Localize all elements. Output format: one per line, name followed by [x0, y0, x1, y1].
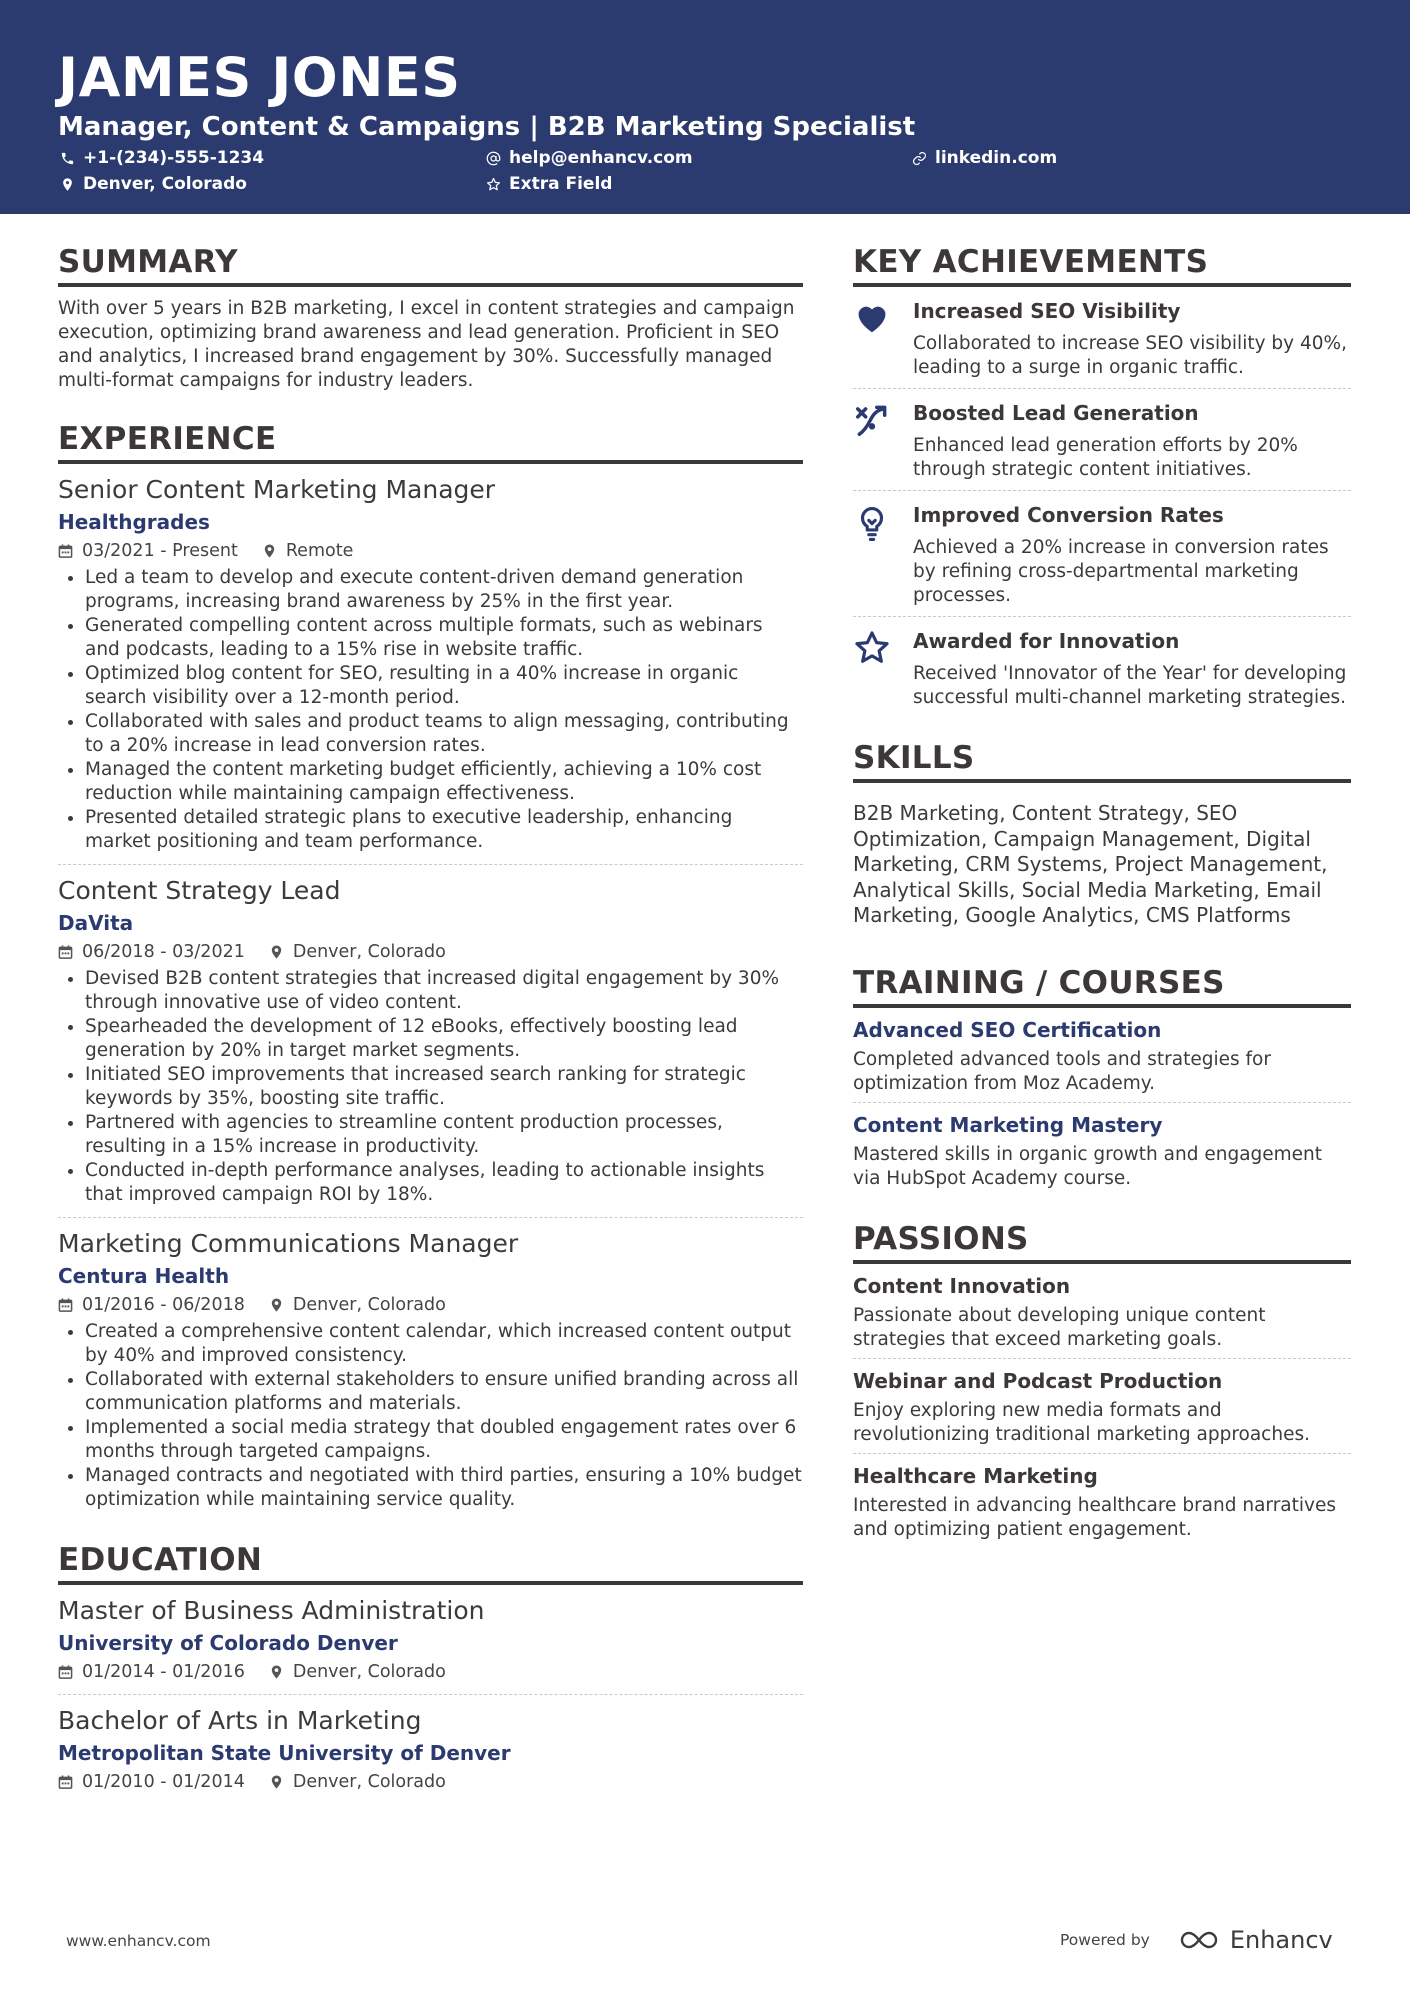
- entry-divider: [853, 1453, 1351, 1454]
- calendar-icon: [58, 1664, 73, 1680]
- achievement-title: Awarded for Innovation: [913, 629, 1180, 653]
- job-title: Content Strategy Lead: [58, 876, 341, 905]
- job-meta: [58, 539, 803, 563]
- experience-section: [58, 419, 803, 1512]
- school-name: University of Colorado Denver: [58, 1631, 398, 1655]
- skills-section: [853, 738, 1351, 929]
- achievement-title: Improved Conversion Rates: [913, 503, 1224, 527]
- entry-divider: [58, 1694, 803, 1695]
- course-title: Content Marketing Mastery: [853, 1112, 1163, 1137]
- job-bullet: • Implemented a social media strategy that doubled engagement rates over 6 months through targeted campaigns.: [85, 1416, 803, 1464]
- education-entry: [58, 1595, 803, 1695]
- job-dates: 06/2018 - 03/2021: [58, 940, 245, 964]
- job-bullet: • Led a team to develop and execute content-driven demand generation programs, increasing brand awareness by 25% in the first year.: [85, 566, 803, 614]
- achievement-item: [853, 389, 1351, 490]
- job-bullet: • Managed the content marketing budget efficiently, achieving a 10% cost reduction while maintaining campaign effectiveness.: [85, 758, 803, 806]
- job-bullet: • Conducted in-depth performance analyses, leading to actionable insights that improved campaign ROI by 18%.: [85, 1159, 803, 1207]
- skills-list: B2B Marketing, Content Strategy, SEO Optimization, Campaign Management, Digital Marketing, CRM Systems, Project Management, Analytical Skills, Social Media Marketing, Email Marketing, Google Analytics, CMS Platforms: [853, 801, 1328, 927]
- phone-icon: [60, 151, 75, 166]
- experience-entry: [58, 875, 803, 1218]
- job-bullets: [58, 1320, 803, 1512]
- summary-heading: SUMMARY: [58, 242, 803, 287]
- location-text: Denver, Colorado: [83, 174, 247, 194]
- education-location: Denver, Colorado: [269, 1770, 446, 1794]
- course-desc: Completed advanced tools and strategies for optimization from Moz Academy.: [853, 1048, 1271, 1094]
- passion-desc: Passionate about developing unique content strategies that exceed marketing goals.: [853, 1304, 1266, 1350]
- right-column: [853, 242, 1351, 1542]
- passion-item: [853, 1462, 1351, 1542]
- job-location: Denver, Colorado: [269, 940, 446, 964]
- star-icon: [853, 629, 891, 667]
- course-title: Advanced SEO Certification: [853, 1017, 1162, 1042]
- achievement-title: Increased SEO Visibility: [913, 299, 1181, 323]
- achievement-desc: Enhanced lead generation efforts by 20% through strategic content initiatives.: [913, 435, 1298, 480]
- contact-email[interactable]: [486, 146, 693, 170]
- job-bullet: • Devised B2B content strategies that increased digital engagement by 30% through innovative use of video content.: [85, 967, 803, 1015]
- entry-divider: [58, 1217, 803, 1218]
- passion-title: Healthcare Marketing: [853, 1463, 1098, 1488]
- job-location: Remote: [262, 539, 354, 563]
- linkedin-text: linkedin.com: [935, 148, 1058, 168]
- course-item: [853, 1016, 1351, 1096]
- entry-divider: [853, 1102, 1351, 1103]
- course-desc: Mastered skills in organic growth and engagement via HubSpot Academy course.: [853, 1143, 1323, 1189]
- achievements-heading: KEY ACHIEVEMENTS: [853, 242, 1351, 287]
- footer-branding: [1060, 1926, 1333, 1954]
- experience-heading: EXPERIENCE: [58, 419, 803, 464]
- calendar-icon: [58, 543, 73, 559]
- education-dates: 01/2010 - 01/2014: [58, 1770, 245, 1794]
- job-meta: [58, 940, 803, 964]
- calendar-icon: [58, 944, 73, 960]
- passion-title: Content Innovation: [853, 1273, 1071, 1298]
- job-bullet: • Managed contracts and negotiated with third parties, ensuring a 10% budget optimization while maintaining service quality.: [85, 1464, 803, 1512]
- achievement-desc: Achieved a 20% increase in conversion rates by refining cross-departmental marketing processes.: [913, 537, 1329, 606]
- passion-desc: Interested in advancing healthcare brand narratives and optimizing patient engagement.: [853, 1494, 1337, 1540]
- training-heading: TRAINING / COURSES: [853, 963, 1351, 1008]
- location-pin-icon: [269, 1297, 284, 1313]
- enhancv-logo[interactable]: [1176, 1926, 1333, 1954]
- achievement-item: [853, 491, 1351, 616]
- candidate-name: JAMES JONES: [58, 46, 461, 109]
- job-bullets: [58, 566, 803, 854]
- experience-entry: [58, 474, 803, 865]
- degree-title: Master of Business Administration: [58, 1596, 485, 1625]
- contact-extra: [486, 172, 612, 196]
- passion-item: [853, 1272, 1351, 1352]
- lightbulb-icon: [853, 503, 891, 541]
- company-name: DaVita: [58, 911, 134, 935]
- calendar-icon: [58, 1297, 73, 1313]
- entry-divider: [58, 864, 803, 865]
- calendar-icon: [58, 1774, 73, 1790]
- passion-desc: Enjoy exploring new media formats and revolutionizing traditional marketing approaches.: [853, 1399, 1310, 1445]
- job-bullet: • Presented detailed strategic plans to executive leadership, enhancing market positioning and team performance.: [85, 806, 803, 854]
- education-heading: EDUCATION: [58, 1540, 803, 1585]
- passion-item: [853, 1367, 1351, 1447]
- candidate-headline: Manager, Content & Campaigns | B2B Marketing Specialist: [58, 112, 916, 142]
- job-bullet: • Created a comprehensive content calendar, which increased content output by 40% and improved consistency.: [85, 1320, 803, 1368]
- education-location: Denver, Colorado: [269, 1660, 446, 1684]
- education-dates: 01/2014 - 01/2016: [58, 1660, 245, 1684]
- achievement-desc: Collaborated to increase SEO visibility by 40%, leading to a surge in organic traffic.: [913, 333, 1347, 378]
- experience-entry: [58, 1228, 803, 1512]
- job-bullet: • Generated compelling content across multiple formats, such as webinars and podcasts, leading to a 15% rise in website traffic.: [85, 614, 803, 662]
- location-pin-icon: [269, 1774, 284, 1790]
- summary-text: With over 5 years in B2B marketing, I excel in content strategies and campaign execution, optimizing brand awareness and lead generation. Proficient in SEO and analytics, I increased brand engagement by 30%. Successfully managed multi-format campaigns for industry leaders.: [58, 298, 795, 391]
- job-bullet: • Spearheaded the development of 12 eBooks, effectively boosting lead generation by 20% in target market segments.: [85, 1015, 803, 1063]
- star-outline-icon: [486, 177, 501, 192]
- phone-text: +1-(234)-555-1234: [83, 148, 265, 168]
- contact-location: [60, 172, 247, 196]
- passions-section: [853, 1219, 1351, 1542]
- achievement-item: [853, 287, 1351, 388]
- school-name: Metropolitan State University of Denver: [58, 1741, 511, 1765]
- company-name: Centura Health: [58, 1264, 230, 1288]
- job-bullet: • Collaborated with external stakeholders to ensure unified branding across all communication platforms and materials.: [85, 1368, 803, 1416]
- job-bullet: • Collaborated with sales and product teams to align messaging, contributing to a 20% increase in lead conversion rates.: [85, 710, 803, 758]
- job-title: Marketing Communications Manager: [58, 1229, 519, 1258]
- job-bullets: [58, 967, 803, 1207]
- footer-website[interactable]: www.enhancv.com: [66, 1932, 211, 1950]
- summary-section: [58, 242, 803, 393]
- passion-title: Webinar and Podcast Production: [853, 1368, 1223, 1393]
- location-pin-icon: [269, 1664, 284, 1680]
- job-dates: 03/2021 - Present: [58, 539, 238, 563]
- trend-arrow-icon: [853, 401, 891, 439]
- achievement-item: [853, 617, 1351, 718]
- education-entry: [58, 1705, 803, 1794]
- passions-heading: PASSIONS: [853, 1219, 1351, 1264]
- job-dates: 01/2016 - 06/2018: [58, 1293, 245, 1317]
- link-icon: [912, 151, 927, 166]
- job-meta: [58, 1293, 803, 1317]
- education-meta: [58, 1770, 803, 1794]
- email-text: help@enhancv.com: [509, 148, 693, 168]
- at-sign-icon: [486, 151, 501, 166]
- degree-title: Bachelor of Arts in Marketing: [58, 1706, 422, 1735]
- extra-field-text: Extra Field: [509, 174, 613, 194]
- education-meta: [58, 1660, 803, 1684]
- infinity-logo-icon: [1176, 1928, 1222, 1952]
- course-item: [853, 1111, 1351, 1191]
- left-column: [58, 242, 803, 1794]
- education-section: [58, 1540, 803, 1794]
- location-pin-icon: [262, 543, 277, 559]
- brand-name: Enhancv: [1229, 1926, 1333, 1954]
- training-section: [853, 963, 1351, 1191]
- company-name: Healthgrades: [58, 510, 210, 534]
- heart-icon: [853, 299, 891, 337]
- entry-divider: [853, 1358, 1351, 1359]
- location-pin-icon: [269, 944, 284, 960]
- contact-linkedin[interactable]: [912, 146, 1057, 170]
- job-location: Denver, Colorado: [269, 1293, 446, 1317]
- skills-heading: SKILLS: [853, 738, 1351, 783]
- job-bullet: • Optimized blog content for SEO, resulting in a 40% increase in organic search visibility over a 12-month period.: [85, 662, 803, 710]
- job-bullet: • Initiated SEO improvements that increased search ranking for strategic keywords by 35%, boosting site traffic.: [85, 1063, 803, 1111]
- achievement-title: Boosted Lead Generation: [913, 401, 1199, 425]
- achievement-desc: Received 'Innovator of the Year' for developing successful multi-channel marketing strategies.: [913, 663, 1347, 708]
- achievements-section: [853, 242, 1351, 718]
- contact-phone: [60, 146, 264, 170]
- powered-by-text: Powered by: [1060, 1931, 1150, 1949]
- location-pin-icon: [60, 177, 75, 192]
- job-title: Senior Content Marketing Manager: [58, 475, 496, 504]
- resume-header: [0, 0, 1410, 214]
- job-bullet: • Partnered with agencies to streamline content production processes, resulting in a 15% increase in productivity.: [85, 1111, 803, 1159]
